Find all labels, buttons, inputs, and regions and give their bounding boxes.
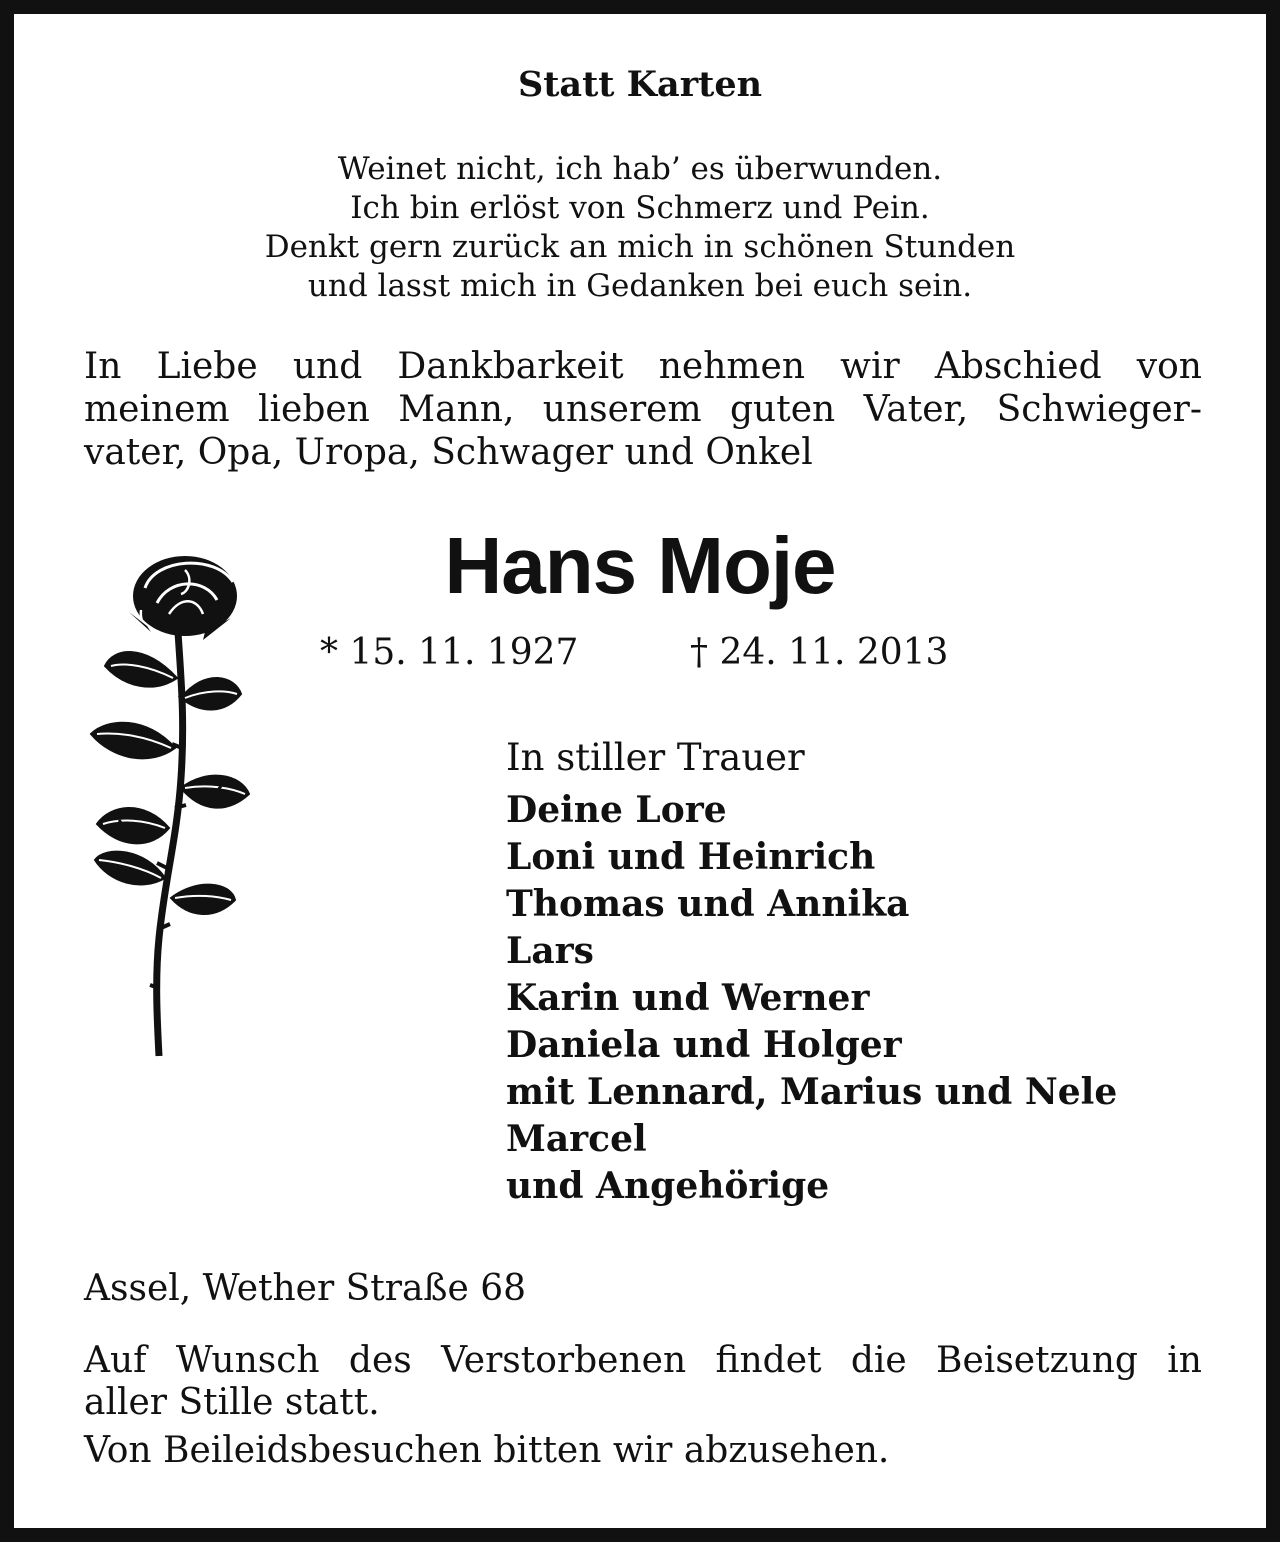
mourner-name: Marcel bbox=[506, 1118, 647, 1160]
mourner-name: Lars bbox=[506, 930, 594, 972]
mourner-name: Thomas und Annika bbox=[506, 883, 910, 925]
rose-icon bbox=[85, 548, 255, 1068]
notice-line: aller Stille statt. bbox=[84, 1382, 380, 1423]
mourner-name: und Angehörige bbox=[506, 1165, 830, 1207]
death-date: † 24. 11. 2013 bbox=[690, 632, 949, 673]
intro-line: vater, Opa, Uropa, Schwager und Onkel bbox=[84, 432, 813, 473]
address: Assel, Wether Straße 68 bbox=[84, 1268, 527, 1309]
intro-line: In Liebe und Dankbarkeit nehmen wir Abschied von bbox=[84, 346, 1202, 387]
burial-notice bbox=[84, 1340, 1202, 1472]
mourner-name: Loni und Heinrich bbox=[506, 836, 876, 878]
mourner-name: Deine Lore bbox=[506, 789, 727, 831]
notice-line: Auf Wunsch des Verstorbenen findet die Beisetzung in bbox=[84, 1340, 1202, 1381]
deceased-name: Hans Moje bbox=[444, 521, 836, 610]
mourner-name: Daniela und Holger bbox=[506, 1024, 902, 1066]
intro-text bbox=[84, 345, 1202, 474]
header-statt-karten: Statt Karten bbox=[517, 64, 763, 105]
mourning-phrase: In stiller Trauer bbox=[506, 736, 805, 779]
poem bbox=[0, 150, 1280, 306]
intro-line: meinem lieben Mann, unserem guten Vater, Schwieger- bbox=[84, 389, 1202, 430]
poem-line: Weinet nicht, ich hab’ es überwunden. bbox=[337, 151, 943, 187]
notice-line: Von Beileidsbesuchen bitten wir abzusehen. bbox=[84, 1430, 890, 1471]
poem-line: Ich bin erlöst von Schmerz und Pein. bbox=[350, 190, 930, 226]
poem-line: Denkt gern zurück an mich in schönen Stunden bbox=[264, 229, 1016, 265]
birth-date: * 15. 11. 1927 bbox=[320, 632, 579, 673]
mourner-name: mit Lennard, Marius und Nele bbox=[506, 1071, 1118, 1113]
mourners-block bbox=[506, 735, 1117, 1210]
mourner-name: Karin und Werner bbox=[506, 977, 870, 1019]
poem-line: und lasst mich in Gedanken bei euch sein. bbox=[307, 268, 973, 304]
